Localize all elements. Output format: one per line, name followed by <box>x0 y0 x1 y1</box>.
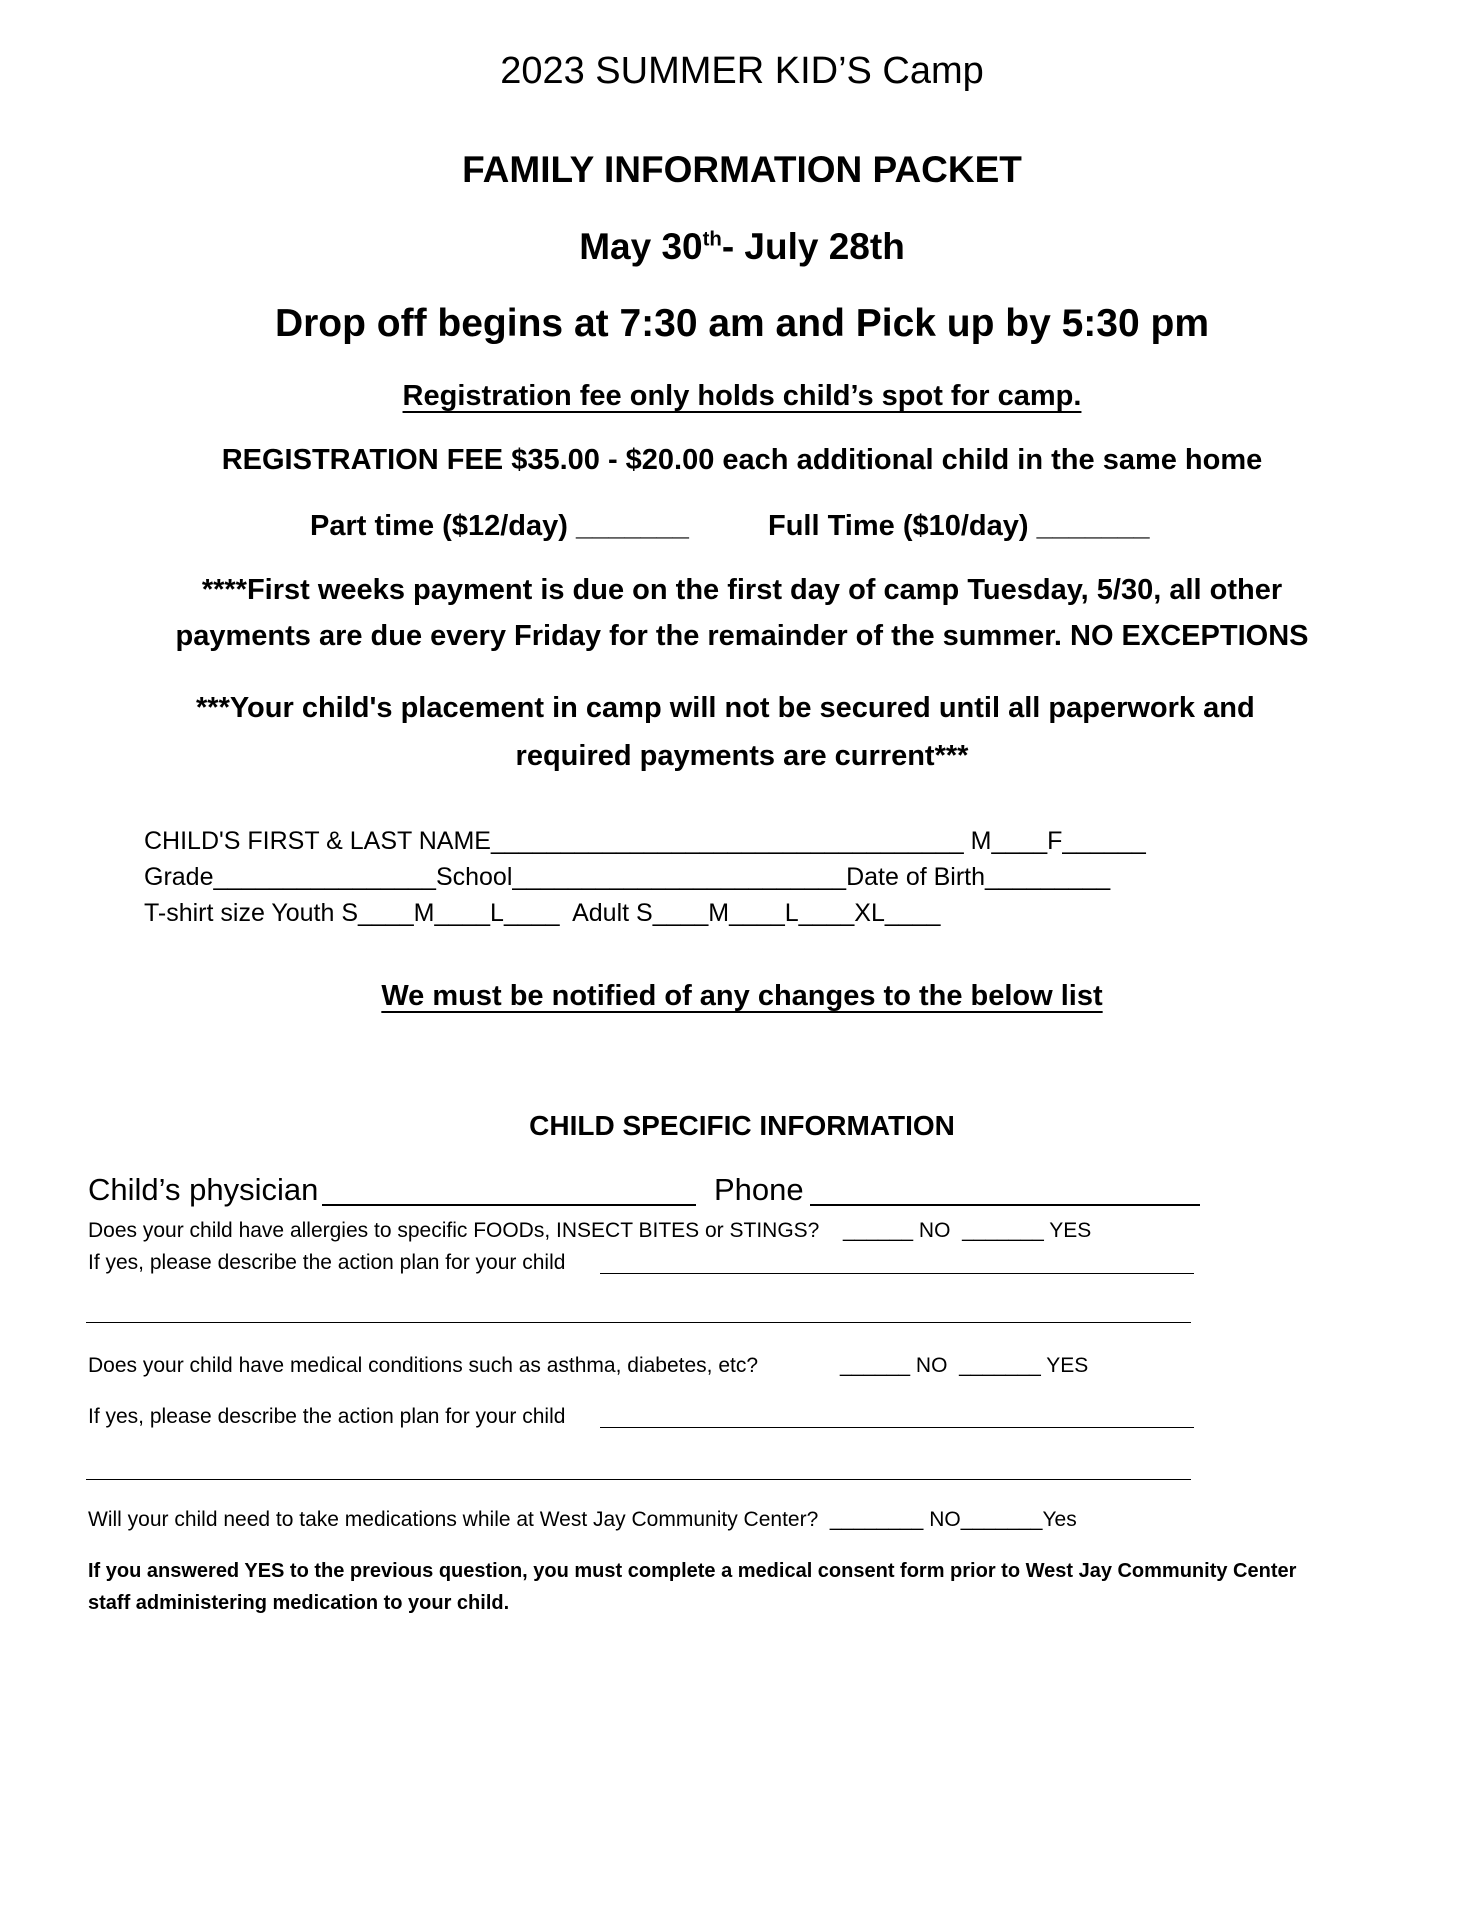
consent-notice-line1: If you answered YES to the previous question, you must complete a medical consent form prior to West Jay Community Center <box>88 1560 1297 1582</box>
child-name-line[interactable]: CHILD'S FIRST & LAST NAME__________________________________ M____F______ <box>144 827 1146 855</box>
medical-plan-field-2[interactable] <box>86 1479 1191 1480</box>
allergies-answers[interactable]: ______ NO _______ YES <box>843 1219 1092 1242</box>
payment-policy-line2: payments are due every Friday for the remainder of the summer. NO EXCEPTIONS <box>175 620 1309 652</box>
placement-policy-line2: required payments are current*** <box>515 740 969 772</box>
child-specific-heading: CHILD SPECIFIC INFORMATION <box>529 1110 955 1141</box>
medications-question[interactable]: Will your child need to take medications while at West Jay Community Center? ________ NO_______Yes <box>88 1508 1077 1531</box>
full-time-option: Full Time ($10/day) _______ <box>768 510 1150 542</box>
dates-end: - July 28th <box>721 226 905 267</box>
consent-notice-line2: staff administering medication to your child. <box>88 1592 510 1614</box>
camp-hours: Drop off begins at 7:30 am and Pick up by 5:30 pm <box>274 302 1210 345</box>
dates-start: May 30 <box>579 226 703 267</box>
allergies-plan-field[interactable] <box>600 1273 1194 1274</box>
phone-field[interactable] <box>810 1204 1200 1206</box>
medical-answers[interactable]: ______ NO _______ YES <box>840 1354 1089 1377</box>
allergies-question: Does your child have allergies to specific FOODs, INSECT BITES or STINGS? <box>88 1219 820 1242</box>
medical-question: Does your child have medical conditions such as asthma, diabetes, etc? <box>88 1354 759 1377</box>
physician-label: Child’s physician <box>88 1172 319 1207</box>
registration-notice <box>0 380 1484 413</box>
changes-notice-text: We must be notified of any changes to the below list <box>381 980 1103 1012</box>
allergies-plan-label: If yes, please describe the action plan for your child <box>88 1251 566 1274</box>
phone-label: Phone <box>714 1172 804 1207</box>
allergies-plan-field-2[interactable] <box>86 1322 1191 1323</box>
camp-dates <box>0 226 1484 268</box>
changes-notice <box>0 980 1484 1013</box>
registration-fee: REGISTRATION FEE $35.00 - $20.00 each additional child in the same home <box>221 444 1263 476</box>
packet-title: FAMILY INFORMATION PACKET <box>462 149 1022 190</box>
physician-field[interactable] <box>322 1204 696 1206</box>
tshirt-size-line[interactable]: T-shirt size Youth S____M____L____ Adult S____M____L____XL____ <box>144 899 941 927</box>
camp-title: 2023 SUMMER KID’S Camp <box>500 50 984 92</box>
registration-notice-text: Registration fee only holds child’s spot for camp. <box>402 380 1082 412</box>
medical-plan-field[interactable] <box>600 1427 1194 1428</box>
grade-school-dob-line[interactable]: Grade________________School________________________Date of Birth_________ <box>144 863 1111 891</box>
placement-policy-line1: ***Your child's placement in camp will not be secured until all paperwork and <box>196 692 1255 724</box>
medical-plan-label: If yes, please describe the action plan for your child <box>88 1405 566 1428</box>
payment-policy-line1: ****First weeks payment is due on the first day of camp Tuesday, 5/30, all other <box>201 574 1283 606</box>
dates-ordinal: th <box>702 228 722 251</box>
part-time-option: Part time ($12/day) _______ <box>310 510 689 542</box>
